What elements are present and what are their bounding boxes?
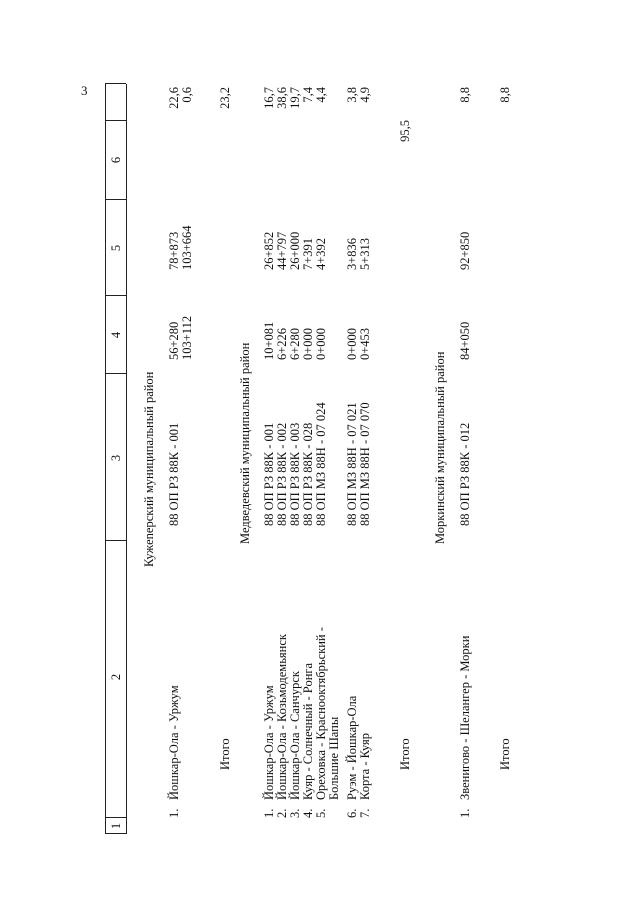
- column-divider: [105, 199, 126, 200]
- road-name-continuation: Большие Шапы: [327, 716, 341, 800]
- road-code: 88 ОП МЗ 88Н - 07 070: [358, 402, 372, 526]
- km-start: 0+000: [345, 327, 359, 360]
- column-header: 4: [109, 331, 123, 339]
- total-label: Итого: [218, 738, 232, 770]
- length-value: 3,8: [345, 87, 359, 103]
- road-code: 88 ОП РЗ 88К - 001: [167, 422, 181, 526]
- length-value: 4,4: [314, 87, 328, 103]
- row-number: 5.: [314, 808, 328, 818]
- total-label: Итого: [498, 738, 512, 770]
- row-number: 7.: [358, 808, 372, 818]
- km-end: 26+852: [262, 231, 276, 270]
- road-name: Руэм - Йошкар-Ола: [345, 695, 359, 800]
- column-header: 6: [109, 156, 123, 164]
- road-name: Йошкар-Ола - Санчурск: [288, 671, 302, 800]
- length-value: 19,7: [288, 87, 302, 109]
- section-title: Медведевский муниципальный район: [238, 342, 252, 544]
- km-start: 6+280: [288, 327, 302, 360]
- row-number: 3.: [288, 808, 302, 818]
- section-title: Кужenерский муниципальный район: [142, 371, 156, 567]
- row-number: 4.: [301, 808, 315, 818]
- road-name: Куяр - Солнечный - Ронга: [301, 662, 315, 800]
- column-divider: [105, 295, 126, 296]
- road-code: 88 ОП РЗ 88К - 003: [288, 422, 302, 526]
- km-end: 5+313: [358, 237, 372, 270]
- km-start: 84+050: [458, 321, 472, 360]
- total-value: 8,8: [498, 87, 512, 103]
- road-code: 88 ОП РЗ 88К - 002: [275, 422, 289, 526]
- km-end: 4+392: [314, 237, 328, 270]
- km-start: 10+081: [262, 321, 276, 360]
- road-code: 88 ОП РЗ 88К - 012: [458, 422, 472, 526]
- header-top-rule: [105, 84, 106, 834]
- column-divider: [105, 817, 126, 818]
- km-start: 56+280: [167, 321, 181, 360]
- length-value: 16,7: [262, 87, 276, 109]
- length-value: 4,9: [358, 87, 372, 103]
- row-number: 1.: [262, 808, 276, 818]
- road-name: Ореховка - Краснооктябрьский -: [314, 627, 328, 800]
- row-number: 6.: [345, 808, 359, 818]
- column-header: 2: [109, 673, 123, 681]
- total-label: Итого: [398, 738, 412, 770]
- km-start: 6+226: [275, 327, 289, 360]
- column-header: 3: [109, 454, 123, 462]
- km-end: 92+850: [458, 231, 472, 270]
- km-end: 7+391: [301, 237, 315, 270]
- road-code: 88 ОП МЗ 88Н - 07 024: [314, 402, 328, 526]
- road-name: Йошкар-Ола - Козьмодемьянск: [275, 634, 289, 800]
- road-code: 88 ОП МЗ 88Н - 07 021: [345, 402, 359, 526]
- km-end: 26+000: [288, 231, 302, 270]
- column-divider: [105, 120, 126, 121]
- length-value: 38,6: [275, 87, 289, 109]
- column-header: 1: [109, 822, 123, 830]
- road-name: Йошкар-Ола - Уржум: [167, 685, 181, 800]
- length-value: 7,4: [301, 87, 315, 103]
- header-bottom-rule: [126, 84, 127, 834]
- km-end: 78+873: [167, 231, 181, 270]
- page-number: 3: [81, 83, 88, 98]
- column-divider: [105, 83, 126, 84]
- km-end: 44+797: [275, 231, 289, 270]
- row-number: 1.: [167, 808, 181, 818]
- total-value: 95,5: [398, 120, 412, 142]
- km-start: 0+000: [314, 327, 328, 360]
- road-name: Звенигово - Шелангер - Морки: [458, 635, 472, 800]
- row-number: 2.: [275, 808, 289, 818]
- km-start: 103+112: [180, 315, 194, 360]
- column-header: 5: [109, 244, 123, 252]
- length-value: 22,6: [167, 87, 181, 109]
- rotated-table: [105, 84, 535, 834]
- km-start: 0+000: [301, 327, 315, 360]
- column-divider: [105, 373, 126, 374]
- total-value: 23,2: [218, 87, 232, 109]
- column-divider: [105, 540, 126, 541]
- length-value: 8,8: [458, 87, 472, 103]
- length-value: 0,6: [180, 87, 194, 103]
- row-number: 1.: [458, 808, 472, 818]
- km-end: 103+664: [180, 225, 194, 270]
- road-name: Йошкар-Ола - Уржум: [262, 685, 276, 800]
- section-title: Моркинский муниципальный район: [433, 351, 447, 544]
- km-end: 3+836: [345, 237, 359, 270]
- road-code: 88 ОП РЗ 88К - 001: [262, 422, 276, 526]
- road-name: Корта - Куяр: [358, 733, 372, 800]
- km-start: 0+453: [358, 327, 372, 360]
- road-code: 88 ОП РЗ 88К - 028: [301, 422, 315, 526]
- column-divider: [105, 833, 126, 834]
